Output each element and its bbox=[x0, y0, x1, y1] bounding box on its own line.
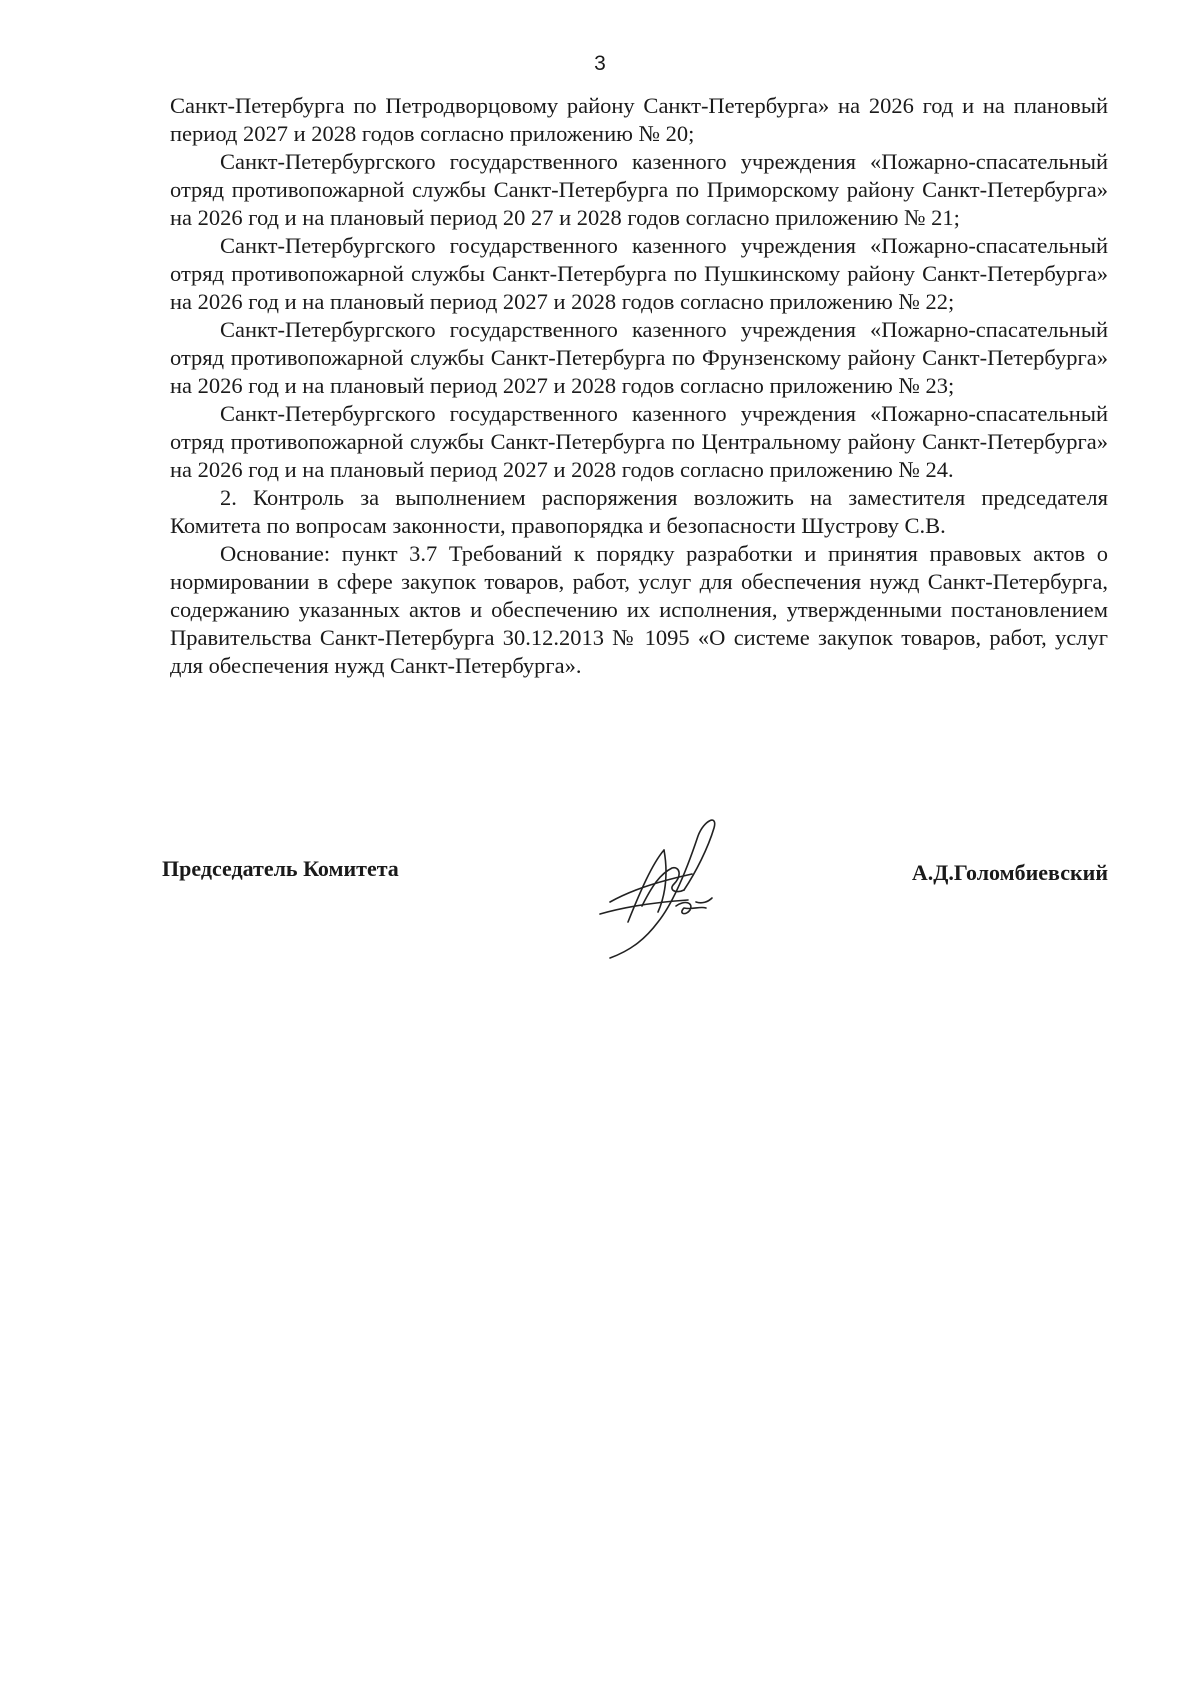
paragraph-petrodvortsovy: Санкт-Петербурга по Петродворцовому району Санкт-Петербурга» на 2026 год и на плановый период 2027 и 2028 годов согласно приложению № 20; bbox=[170, 93, 1108, 146]
paragraph-frunzensky: Санкт-Петербургского государственного казенного учреждения «Пожарно-спасательный отряд противопожарной службы Санкт-Петербурга по Фрунзенскому району Санкт-Петербурга» на 2026 год и на плановый период 2027 и 2028 годов согласно приложению № 23; bbox=[170, 317, 1108, 398]
paragraph-primorsky: Санкт-Петербургского государственного казенного учреждения «Пожарно-спасательный отряд противопожарной службы Санкт-Петербурга по Приморскому району Санкт-Петербурга» на 2026 год и на плановый период 20 27 и 2028 годов согласно приложению № 21; bbox=[170, 149, 1108, 230]
paragraph-pushkinsky: Санкт-Петербургского государственного казенного учреждения «Пожарно-спасательный отряд противопожарной службы Санкт-Петербурга по Пушкинскому району Санкт-Петербурга» на 2026 год и на плановый период 2027 и 2028 годов согласно приложению № 22; bbox=[170, 233, 1108, 314]
signatory-title: Председатель Комитета bbox=[162, 856, 399, 881]
document-body bbox=[170, 92, 1108, 680]
paragraph-basis: Основание: пункт 3.7 Требований к порядку разработки и принятия правовых актов о нормировании в сфере закупок товаров, работ, услуг для обеспечения нужд Санкт-Петербурга, содержанию указанных актов и обеспечению их исполнения, утвержденными постановлением Правительства Санкт-Петербурга 30.12.2013 № 1095 «О системе закупок товаров, работ, услуг для обеспечения нужд Санкт-Петербурга». bbox=[170, 541, 1108, 678]
paragraph-tsentralny: Санкт-Петербургского государственного казенного учреждения «Пожарно-спасательный отряд противопожарной службы Санкт-Петербурга по Центральному району Санкт-Петербурга» на 2026 год и на плановый период 2027 и 2028 годов согласно приложению № 24. bbox=[170, 401, 1108, 482]
handwritten-signature bbox=[580, 810, 740, 960]
signatory-name: А.Д.Голомбиевский bbox=[911, 860, 1108, 885]
paragraph-control: 2. Контроль за выполнением распоряжения возложить на заместителя председателя Комитета по вопросам законности, правопорядка и безопасности Шустрову С.В. bbox=[170, 485, 1108, 538]
signature-block bbox=[162, 838, 1108, 988]
page-number: 3 bbox=[594, 52, 606, 75]
